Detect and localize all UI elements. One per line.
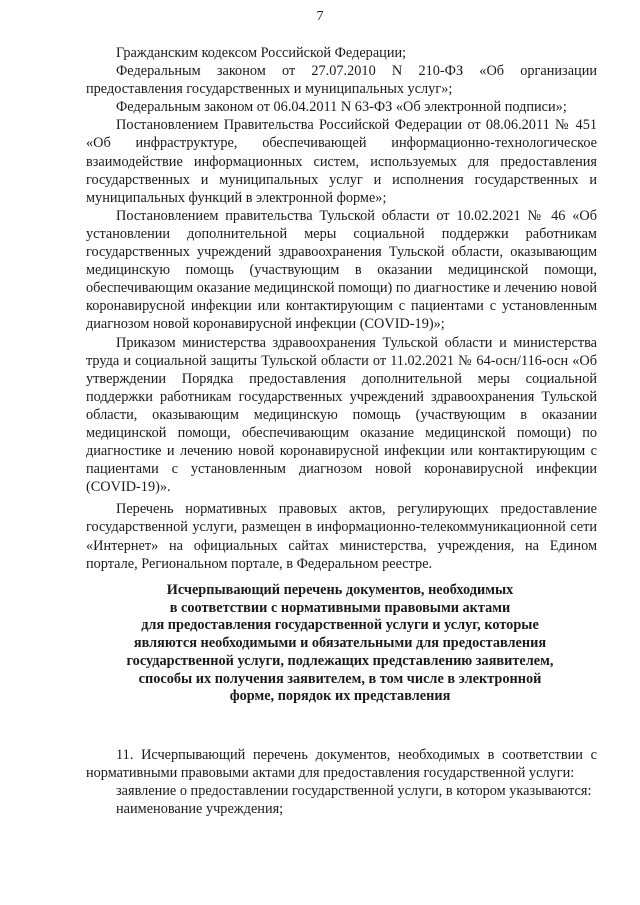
heading-line: способы их получения заявителем, в том числе в электронной [138,670,542,687]
paragraph-resolution-46: Постановлением правительства Тульской области от 10.02.2021 № 46 «Об установлении дополнительной меры социальной поддержки работникам государственных учреждений здравоохранения Тульской области, оказывающим медицинскую помощь (участвующим в оказании медицинской помощи, обеспечивающим оказание медицинской помощи) по диагностике и лечению новой коронавирусной инфекции или контактирующим с пациентами с установленным диагнозом новой коронавирусной инфекции (COVID-19)»; [86,207,597,333]
paragraph-resolution-451: Постановлением Правительства Российской Федерации от 08.06.2011 № 451 «Об инфраструктуре, обеспечивающей информационно-технологическое взаимодействие информационных систем, используемых для предоставления государственных и муниципальных услуг и исполнения государственных и муниципальных функций в электронной форме»; [86,117,597,206]
heading-line: для предоставления государственной услуги и услуг, которые [141,617,539,634]
section-heading [100,582,580,706]
heading-line: государственной услуги, подлежащих представлению заявителем, [126,652,554,669]
section-11 [86,746,597,818]
paragraph-law-210: Федеральным законом от 27.07.2010 N 210-ФЗ «Об организации предоставления государственных и муниципальных услуг»; [86,63,597,98]
paragraph-order-64: Приказом министерства здравоохранения Тульской области и министерства труда и социальной защиты Тульской области от 11.02.2021 № 64-осн/116-осн «Об утверждении Порядка предоставления дополнительной меры социальной поддержки работникам государственных учреждений здравоохранения Тульской области, оказывающим медицинскую помощь (участвующим в оказании медицинской помощи, обеспечивающим оказание медицинской помощи) по диагностике и лечению новой коронавирусной инфекции или контактирующим с пациентами с установленным диагнозом новой коронавирусной инфекции (COVID-19)». [86,334,597,496]
heading-line: форме, порядок их представления [229,688,451,705]
legal-acts-list [86,44,597,573]
paragraph-law-63: Федеральным законом от 06.04.2011 N 63-ФЗ «Об электронной подписи»; [116,99,567,116]
paragraph-institution-name: наименование учреждения; [116,801,284,817]
paragraph-acts-published: Перечень нормативных правовых актов, регулирующих предоставление государственной услуги, размещен в информационно-телекоммуникационной сети «Интернет» на официальных сайтах министерства, учреждения, на Едином портале, Региональном портале, в Федеральном реестре. [86,501,597,572]
heading-line: в соответствии с нормативными правовыми актами [169,599,511,616]
heading-line: являются необходимыми и обязательными для предоставления [133,635,547,652]
paragraph-documents-list: 11. Исчерпывающий перечень документов, необходимых в соответствии с нормативными правовыми актами для предоставления государственной услуги: [86,747,597,781]
paragraph-application: заявление о предоставлении государственной услуги, в котором указываются: [116,783,592,799]
paragraph-civil-code: Гражданским кодексом Российской Федерации; [116,45,407,61]
heading-line: Исчерпывающий перечень документов, необходимых [166,582,514,598]
page-number: 7 [316,9,324,24]
